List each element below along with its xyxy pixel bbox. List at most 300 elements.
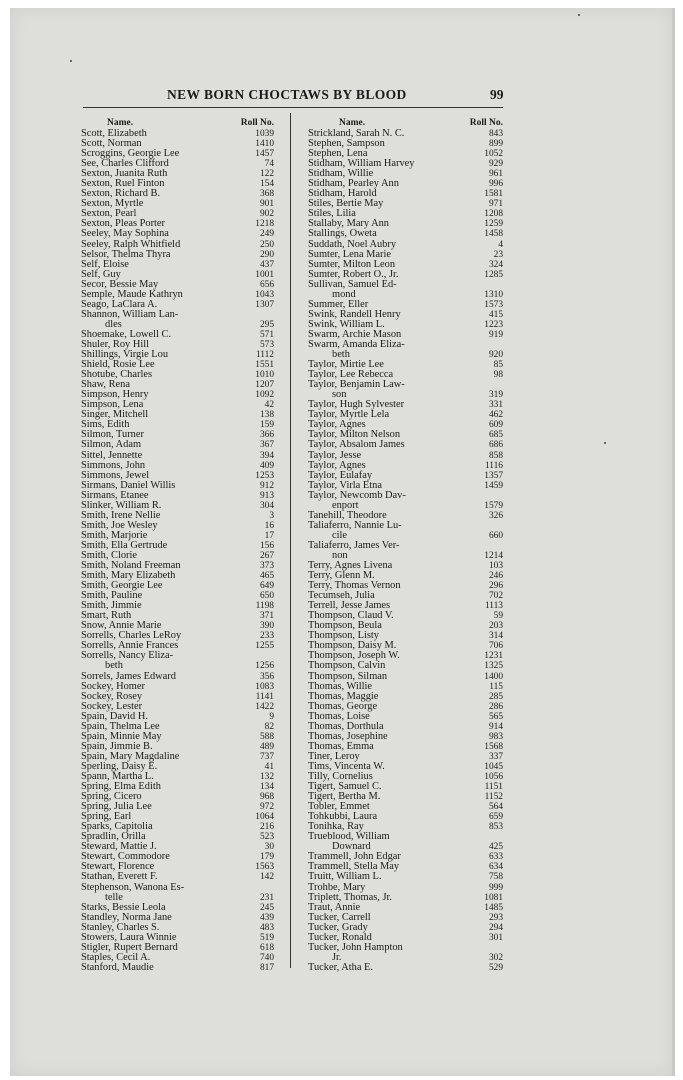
- roll-heading: Roll No.: [240, 118, 274, 128]
- roll-number: 971: [488, 199, 503, 210]
- roll-number: 902: [259, 209, 274, 220]
- entry-name: Stidham, Harold: [308, 188, 377, 200]
- roll-number: 573: [259, 339, 274, 350]
- roll-number: 1357: [484, 470, 503, 481]
- roll-number: 132: [259, 772, 274, 782]
- entry-name: Tilly, Cornelius: [308, 771, 373, 782]
- entry-name: Sexton, Richard B.: [81, 188, 161, 200]
- entry-name: Spring, Earl: [81, 811, 132, 823]
- list-item: [81, 872, 275, 882]
- entry-name: Sorrells, Annie Frances: [81, 640, 179, 652]
- roll-number: 1400: [484, 671, 503, 682]
- entry-name: Thompson, Silman: [308, 670, 388, 682]
- roll-number: 565: [488, 711, 503, 722]
- entry-name: Sumter, Lena Marie: [308, 248, 391, 260]
- entry-name: Spain, Thelma Lee: [81, 720, 160, 732]
- roll-number: 914: [488, 721, 503, 732]
- roll-number: 437: [259, 259, 274, 270]
- entry-name: Self, Eloise: [81, 258, 129, 270]
- roll-number: 439: [259, 912, 274, 923]
- roll-number: 98: [493, 370, 503, 381]
- roll-number: 685: [488, 430, 503, 441]
- entry-name: Trueblood, William: [308, 831, 390, 843]
- entry-name: Terry, Agnes Livena: [308, 560, 393, 572]
- entry-name: Traut, Annie: [308, 901, 361, 913]
- roll-number: 304: [259, 500, 274, 511]
- entry-name: Sims, Edith: [81, 419, 130, 431]
- entry-name: Sparks, Capitolia: [81, 821, 153, 833]
- roll-number: 122: [259, 169, 274, 180]
- entry-name: Sexton, Pearl: [81, 208, 137, 220]
- entry-name: Smith, Joe Wesley: [81, 519, 158, 531]
- roll-number: 409: [259, 460, 274, 471]
- roll-number: 972: [259, 802, 274, 813]
- entry-name: Thompson, Joseph W.: [308, 650, 400, 662]
- entry-name: Slinker, William R.: [81, 499, 162, 511]
- roll-number: 899: [488, 139, 503, 150]
- entry-name: Sorrells, Charles LeRoy: [81, 630, 182, 642]
- entry-name: Thompson, Calvin: [308, 660, 386, 672]
- page-title: NEW BORN CHOCTAWS BY BLOOD: [167, 87, 407, 102]
- paper-speck: [578, 14, 580, 16]
- entry-name: Tanehill, Theodore: [308, 509, 387, 521]
- entry-name: Sockey, Lester: [81, 700, 143, 712]
- roll-number: 1457: [255, 149, 274, 160]
- roll-number: 331: [488, 400, 503, 411]
- roll-number: 249: [259, 229, 274, 240]
- entry-name: Sumter, Robert O., Jr.: [308, 268, 399, 280]
- roll-number: 489: [259, 741, 274, 752]
- entry-name: Spring, Elma Edith: [81, 781, 161, 793]
- entry-name: Trammell, John Edgar: [308, 851, 401, 863]
- roll-number: 368: [259, 189, 274, 200]
- entry-name: Thompson, Claud V.: [308, 610, 394, 622]
- roll-number: 1207: [255, 380, 274, 391]
- roll-number: 618: [259, 942, 274, 953]
- entry-name: Spann, Martha L.: [81, 771, 154, 782]
- roll-number: 1112: [255, 350, 274, 361]
- entry-name: Swink, William L.: [308, 318, 385, 330]
- roll-number: 82: [264, 721, 274, 732]
- roll-number: 1039: [255, 129, 274, 139]
- roll-number: 609: [488, 420, 503, 431]
- entry-name: Spring, Cicero: [81, 791, 142, 803]
- roll-number: 1307: [255, 299, 274, 310]
- roll-number: 919: [488, 329, 503, 340]
- entry-name: Triplett, Thomas, Jr.: [308, 891, 393, 903]
- entry-name: Tucker, Ronald: [308, 931, 372, 943]
- entry-name: non: [332, 549, 348, 561]
- roll-number: 1422: [255, 701, 274, 712]
- entry-name: Sumter, Milton Leon: [308, 258, 396, 270]
- entry-name: Stiles, Lilia: [308, 208, 356, 220]
- entry-name: Sexton, Pleas Porter: [81, 218, 165, 230]
- entry-name: Stephen, Sampson: [308, 138, 385, 150]
- entry-name: Simpson, Henry: [81, 389, 149, 401]
- roll-number: 246: [488, 571, 503, 582]
- entry-name: Spain, Mary Magdaline: [81, 750, 180, 762]
- entry-name: Smith, Pauline: [81, 590, 143, 602]
- roll-number: 633: [488, 852, 503, 863]
- roll-number: 295: [259, 319, 274, 330]
- entry-name: Tucker, Atha E.: [308, 961, 374, 973]
- entry-name: Tucker, John Hampton: [308, 941, 403, 953]
- roll-number: 650: [259, 591, 274, 602]
- entry-name: Taylor, Agnes: [308, 459, 366, 471]
- roll-number: 267: [259, 550, 274, 561]
- entry-name: Sexton, Ruel Finton: [81, 178, 165, 190]
- left-column: [81, 118, 275, 973]
- entry-name: Seeley, Ralph Whitfield: [81, 238, 181, 250]
- list-item: [81, 440, 275, 450]
- right-column: [308, 118, 504, 973]
- entry-name: Stephen, Lena: [308, 148, 368, 160]
- roll-number: 702: [488, 591, 503, 602]
- paper-speck: [70, 60, 72, 62]
- entry-name: Stephenson, Wanona Es-: [81, 881, 185, 893]
- list-item: [81, 229, 275, 239]
- entry-name: Smith, Ella Gertrude: [81, 539, 168, 551]
- entry-name: Smith, Mary Elizabeth: [81, 570, 176, 582]
- entry-name: Starks, Bessie Leola: [81, 901, 166, 913]
- entry-name: Smith, Irene Nellie: [81, 509, 161, 521]
- roll-number: 179: [259, 852, 274, 863]
- roll-number: 660: [488, 530, 503, 541]
- roll-number: 154: [259, 179, 274, 190]
- entry-name: Taylor, Lee Rebecca: [308, 369, 394, 381]
- entry-name: beth: [105, 660, 123, 672]
- roll-number: 231: [259, 892, 274, 903]
- roll-number: 356: [259, 671, 274, 682]
- entry-name: Shotube, Charles: [81, 369, 152, 381]
- entry-name: Thompson, Daisy M.: [308, 640, 397, 652]
- roll-number: 1001: [255, 269, 274, 280]
- roll-number: 529: [488, 962, 503, 973]
- list-item: [81, 963, 275, 973]
- roll-number: 216: [259, 822, 274, 833]
- roll-number: 1064: [255, 812, 274, 823]
- roll-number: 415: [488, 309, 503, 320]
- entry-name: Tigert, Bertha M.: [308, 791, 381, 803]
- roll-number: 1459: [484, 480, 503, 491]
- roll-number: 961: [488, 169, 503, 180]
- roll-number: 1152: [484, 792, 503, 803]
- entry-name: Silmon, Turner: [81, 429, 144, 441]
- roll-number: 659: [488, 812, 503, 823]
- roll-number: 4: [498, 239, 503, 250]
- entry-name: Shannon, William Lan-: [81, 308, 179, 320]
- page-header: [0, 87, 683, 107]
- entry-name: Smart, Ruth: [81, 610, 132, 622]
- entry-name: Snow, Annie Marie: [81, 620, 162, 632]
- entry-name: Smith, Georgie Lee: [81, 580, 163, 592]
- roll-number: 371: [259, 611, 274, 622]
- roll-number: 564: [488, 802, 503, 813]
- entry-name: Sorrells, Nancy Eliza-: [81, 650, 174, 662]
- entry-name: Tecumseh, Julia: [308, 590, 375, 602]
- roll-number: 390: [259, 621, 274, 632]
- entry-name: Stewart, Florence: [81, 861, 155, 873]
- roll-number: 301: [488, 932, 503, 943]
- entry-name: Stanley, Charles S.: [81, 921, 160, 933]
- entry-name: Sperling, Daisy E.: [81, 760, 158, 772]
- entry-name: Spain, Minnie May: [81, 730, 162, 742]
- page-edge: [672, 8, 675, 1076]
- roll-number: 159: [259, 420, 274, 431]
- entry-name: Scroggins, Georgie Lee: [81, 148, 180, 160]
- entry-name: Downard: [332, 841, 371, 853]
- roll-number: 1223: [484, 319, 503, 330]
- entry-name: See, Charles Clifford: [81, 158, 169, 170]
- roll-number: 1113: [484, 601, 503, 612]
- roll-number: 983: [488, 731, 503, 742]
- roll-number: 999: [488, 882, 503, 893]
- entry-name: Tonihka, Ray: [308, 821, 364, 833]
- entry-name: Taylor, Hugh Sylvester: [308, 399, 405, 411]
- entry-name: Sullivan, Samuel Ed-: [308, 278, 397, 290]
- roll-number: 290: [259, 249, 274, 260]
- entry-name: Stiles, Bertie May: [308, 198, 384, 210]
- header-rule: [83, 107, 503, 108]
- entry-name: Sirmans, Etanee: [81, 489, 149, 501]
- entry-name: Taylor, Myrtle Lela: [308, 409, 390, 421]
- roll-number: 1259: [484, 219, 503, 230]
- roll-number: 134: [259, 782, 274, 793]
- roll-number: 1208: [484, 209, 503, 220]
- roll-number: 462: [488, 410, 503, 421]
- name-heading: Name.: [107, 118, 134, 128]
- roll-number: 324: [488, 259, 503, 270]
- entry-name: Taylor, Eulafay: [308, 469, 373, 481]
- entry-name: Thomas, Emma: [308, 740, 374, 752]
- entry-name: son: [332, 389, 347, 401]
- list-item: [308, 229, 504, 239]
- list-item: [308, 440, 504, 450]
- roll-heading: Roll No.: [469, 118, 503, 128]
- roll-number: 968: [259, 792, 274, 803]
- entry-name: Taylor, Agnes: [308, 419, 366, 431]
- roll-number: 41: [264, 761, 274, 772]
- roll-number: 519: [259, 932, 274, 943]
- roll-number: 1214: [484, 550, 503, 561]
- roll-number: 366: [259, 430, 274, 441]
- entry-name: Singer, Mitchell: [81, 409, 149, 421]
- roll-number: 59: [493, 611, 503, 622]
- roll-number: 115: [489, 681, 503, 692]
- roll-number: 1218: [255, 219, 274, 230]
- roll-number: 1010: [255, 370, 274, 381]
- entry-name: Simpson, Lena: [81, 399, 144, 411]
- entry-name: Smith, Clorie: [81, 549, 137, 561]
- roll-number: 23: [493, 249, 503, 260]
- entry-name: Shillings, Virgie Lou: [81, 349, 169, 361]
- entry-name: Stewart, Commodore: [81, 851, 170, 863]
- roll-number: 1198: [255, 601, 274, 612]
- roll-number: 1551: [255, 360, 274, 371]
- roll-number: 996: [488, 179, 503, 190]
- entry-name: Stowers, Laura Winnie: [81, 931, 177, 943]
- entry-name: Trammell, Stella May: [308, 861, 400, 873]
- roll-number: 1458: [484, 229, 503, 240]
- list-item: [308, 872, 504, 882]
- entry-name: Truitt, William L.: [308, 871, 382, 883]
- roll-number: 1563: [255, 862, 274, 873]
- roll-number: 913: [259, 490, 274, 501]
- entry-name: Stidham, Willie: [308, 168, 374, 180]
- entry-name: Stigler, Rupert Bernard: [81, 941, 178, 953]
- entry-name: Smith, Jimmie: [81, 600, 142, 612]
- entry-name: Sexton, Juanita Ruth: [81, 168, 168, 180]
- roll-number: 294: [488, 922, 503, 933]
- roll-number: 1253: [255, 470, 274, 481]
- column-divider: [290, 113, 291, 968]
- entry-name: Standley, Norma Jane: [81, 911, 172, 923]
- roll-number: 373: [259, 561, 274, 572]
- roll-number: 319: [488, 390, 503, 401]
- page-number: 99: [490, 87, 504, 102]
- entry-name: Taylor, Mirtie Lee: [308, 359, 384, 371]
- roll-number: 740: [259, 952, 274, 963]
- entry-name: Thomas, Loise: [308, 710, 370, 722]
- roll-number: 1052: [484, 149, 503, 160]
- roll-number: 588: [259, 731, 274, 742]
- entry-name: Shoemake, Lowell C.: [81, 328, 172, 340]
- entry-name: Thompson, Listy: [308, 630, 380, 642]
- entry-name: Taliaferro, James Ver-: [308, 539, 400, 551]
- roll-number: 1081: [484, 892, 503, 903]
- entry-name: Tigert, Samuel C.: [308, 781, 382, 793]
- entry-name: Taylor, Milton Nelson: [308, 429, 401, 441]
- entry-name: Shaw, Rena: [81, 379, 130, 391]
- entry-name: mond: [332, 288, 356, 300]
- roll-number: 853: [488, 822, 503, 833]
- roll-number: 1285: [484, 269, 503, 280]
- roll-number: 483: [259, 922, 274, 933]
- roll-number: 634: [488, 862, 503, 873]
- roll-number: 138: [259, 410, 274, 421]
- roll-number: 17: [264, 530, 274, 541]
- entry-name: Simmons, Jewel: [81, 469, 150, 481]
- entry-name: Spain, David H.: [81, 710, 148, 722]
- roll-number: 286: [488, 701, 503, 712]
- entry-name: Taylor, Jesse: [308, 449, 362, 461]
- roll-number: 1573: [484, 299, 503, 310]
- roll-number: 1141: [255, 691, 274, 702]
- roll-number: 649: [259, 581, 274, 592]
- roll-number: 817: [259, 962, 274, 973]
- roll-number: 326: [488, 510, 503, 521]
- entry-name: Semple, Maude Kathryn: [81, 288, 183, 300]
- roll-number: 912: [259, 480, 274, 491]
- roll-number: 706: [488, 641, 503, 652]
- entry-name: Strickland, Sarah N. C.: [308, 128, 405, 139]
- roll-number: 1116: [484, 460, 503, 471]
- roll-number: 103: [488, 561, 503, 572]
- entry-name: Staples, Cecil A.: [81, 951, 151, 963]
- entry-name: Shield, Rosie Lee: [81, 359, 155, 371]
- entry-name: dles: [105, 318, 122, 330]
- roll-number: 1231: [484, 651, 503, 662]
- roll-number: 233: [259, 631, 274, 642]
- roll-number: 901: [259, 199, 274, 210]
- entry-name: Stanford, Maudie: [81, 961, 154, 973]
- entry-name: Tucker, Carrell: [308, 911, 371, 923]
- name-heading: Name.: [339, 118, 366, 128]
- roll-number: 156: [259, 540, 274, 551]
- roll-number: 296: [488, 581, 503, 592]
- entry-name: Simmons, John: [81, 459, 146, 471]
- entry-name: Terry, Thomas Vernon: [308, 580, 401, 592]
- roll-number: 250: [259, 239, 274, 250]
- roll-number: 203: [488, 621, 503, 632]
- entry-name: Smith, Marjorie: [81, 529, 148, 541]
- entry-name: beth: [332, 349, 350, 361]
- entry-name: Self, Guy: [81, 268, 121, 280]
- roll-number: 314: [488, 631, 503, 642]
- entry-name: Tobler, Emmet: [308, 801, 370, 813]
- entry-name: Thomas, Maggie: [308, 690, 379, 702]
- roll-number: 285: [488, 691, 503, 702]
- entry-name: Swarm, Archie Mason: [308, 328, 402, 340]
- entry-name: Thompson, Beula: [308, 620, 382, 632]
- entry-name: Smith, Noland Freeman: [81, 560, 181, 572]
- entry-name: Taylor, Newcomb Dav-: [308, 489, 406, 501]
- entry-name: Taylor, Benjamin Law-: [308, 379, 405, 391]
- entry-name: Steward, Mattie J.: [81, 841, 157, 853]
- entry-name: Taliaferro, Nannie Lu-: [308, 519, 402, 531]
- roll-number: 858: [488, 450, 503, 461]
- entry-name: Swink, Randell Henry: [308, 308, 401, 320]
- roll-number: 1255: [255, 641, 274, 652]
- entry-name: Tiner, Leroy: [308, 750, 360, 762]
- entry-name: enport: [332, 499, 359, 511]
- entry-name: Terry, Glenn M.: [308, 570, 375, 582]
- entry-name: Terrell, Jesse James: [308, 600, 391, 612]
- entry-name: Secor, Bessie May: [81, 278, 159, 290]
- roll-number: 1568: [484, 741, 503, 752]
- entry-name: Sorrels, James Edward: [81, 670, 176, 682]
- roll-number: 1045: [484, 761, 503, 772]
- roll-number: 1579: [484, 500, 503, 511]
- entry-name: Selsor, Thelma Thyra: [81, 248, 171, 260]
- roll-number: 1092: [255, 390, 274, 401]
- entry-name: cile: [332, 529, 347, 541]
- entry-name: telle: [105, 891, 123, 903]
- entry-name: Thomas, George: [308, 700, 378, 712]
- roll-number: 758: [488, 872, 503, 883]
- entry-name: Thomas, Dorthula: [308, 720, 384, 732]
- roll-number: 465: [259, 571, 274, 582]
- entry-name: Sockey, Rosey: [81, 690, 143, 702]
- roll-number: 523: [259, 832, 274, 843]
- entry-name: Tohkubbi, Laura: [308, 811, 378, 823]
- entry-name: Taylor, Absalom James: [308, 439, 405, 451]
- entry-name: Spring, Julia Lee: [81, 801, 152, 813]
- entry-name: Stallings, Oweta: [308, 228, 377, 240]
- entry-name: Sockey, Homer: [81, 680, 145, 692]
- entry-name: Silmon, Adam: [81, 439, 142, 451]
- entry-name: Summer, Eller: [308, 298, 369, 310]
- entry-name: Stidham, Pearley Ann: [308, 178, 399, 190]
- entry-name: Trohbe, Mary: [308, 881, 366, 893]
- roll-number: 656: [259, 279, 274, 290]
- entry-name: Swarm, Amanda Eliza-: [308, 338, 405, 350]
- list-item: [308, 963, 504, 973]
- paper-speck: [604, 442, 606, 444]
- roll-number: 920: [488, 350, 503, 361]
- roll-number: 1325: [484, 661, 503, 672]
- roll-number: 686: [488, 440, 503, 451]
